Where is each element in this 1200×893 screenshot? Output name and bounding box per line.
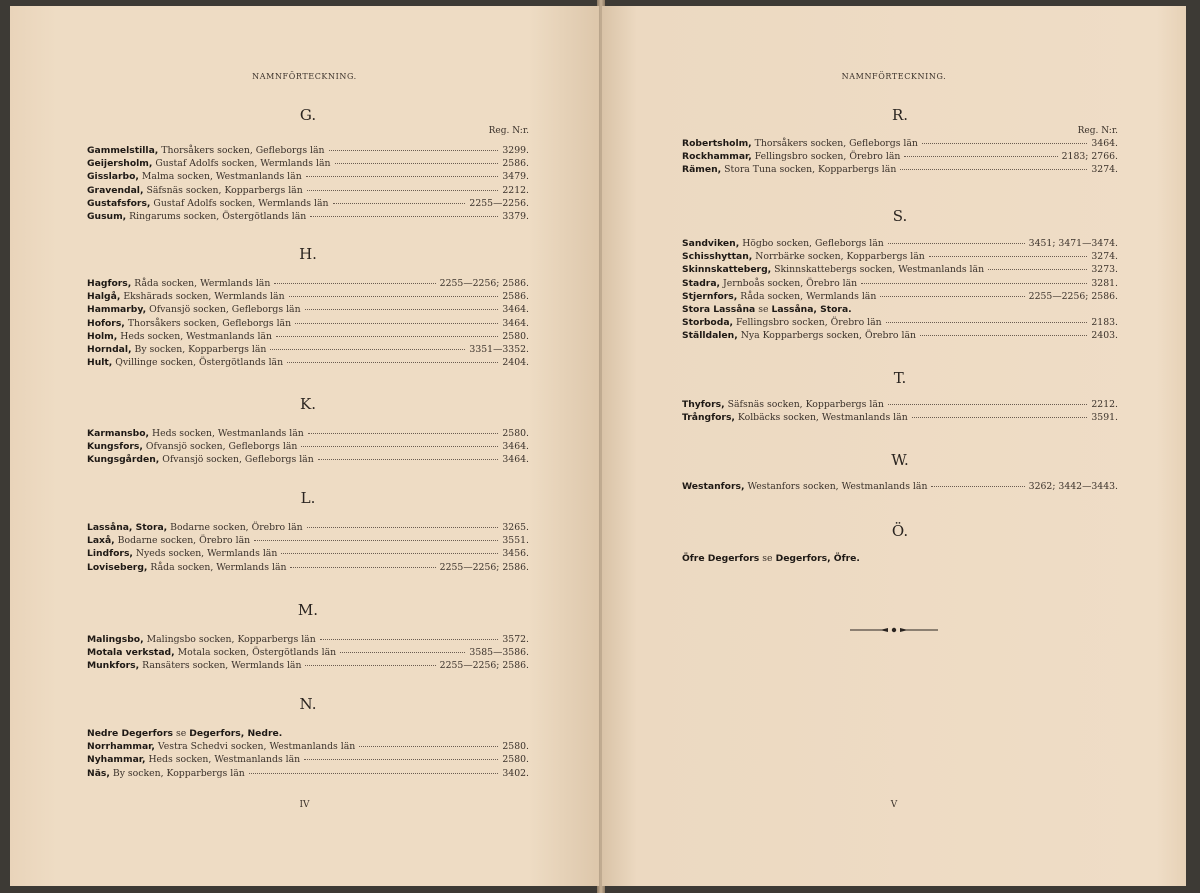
entry-reg-number: 3464. [502,317,529,329]
entry-description: By socken, Kopparbergs län [134,344,267,355]
entry-description: Högbo socken, Gefleborgs län [742,238,884,249]
index-entry [682,398,1118,411]
index-entry [87,646,529,659]
section-letter: T. [893,369,907,387]
entry-place-name: Robertsholm, [682,138,752,149]
entry-place-name: Loviseberg, [87,561,148,573]
index-entry [87,659,529,672]
entry-description: Jernboås socken, Örebro län [723,277,858,289]
entry-description: Qvillinge socken, Östergötlands län [115,357,284,369]
dot-leader [922,143,1087,144]
entry-place-name: Gusum, [87,211,127,222]
entry-place-name: Motala verkstad, [87,647,175,659]
dot-leader [276,336,498,337]
entry-reg-number: 2212. [1091,399,1118,410]
entry-reg-number: 2255—2256; 2586. [439,660,529,672]
entry-place-name: Trångfors, [682,412,735,424]
entry-reg-number: 2255—2256; 2586. [439,278,529,289]
entry-cross-reference: Degerfors, Nedre. [189,728,283,739]
dot-leader [304,759,498,760]
dot-leader [340,652,465,653]
entry-reg-number: 3273. [1091,264,1118,276]
entry-description: Heds socken, Westmanlands län [148,754,301,766]
index-entry [87,197,529,210]
dot-leader [308,433,499,434]
index-entry [87,157,529,170]
index-entry [87,210,529,223]
entry-place-name: Gravendal, [87,184,144,196]
entry-place-name: Hammarby, [87,304,147,316]
dot-leader [307,190,499,191]
dot-leader [929,256,1088,257]
entry-place-name: Nyhammar, [87,754,146,766]
dot-leader [880,296,1024,297]
entry-cross-reference: Lassåna, Stora. [771,304,852,315]
entry-description: Bodarne socken, Örebro län [170,522,303,533]
index-entry [87,767,529,780]
entry-place-name: Stjernfors, [682,290,738,302]
index-entry [87,633,529,646]
entry-description: Ringarums socken, Östergötlands län [129,211,307,222]
left-page [10,6,600,886]
section-letter: H. [299,245,317,263]
index-entry [87,170,529,183]
dot-leader [254,540,498,541]
dot-leader [295,323,498,324]
entry-description: Skinnskattebergs socken, Westmanlands län [774,264,985,276]
entry-description: se [762,553,773,564]
dot-leader [290,567,435,568]
entry-place-name: Malingsbo, [87,634,144,645]
entry-description: se [175,728,187,739]
entry-reg-number: 2404. [502,357,529,369]
entry-place-name: Hult, [87,357,113,369]
dot-leader [904,156,1057,157]
entry-reg-number: 3585—3586. [469,647,529,659]
entry-reg-number: 3262; 3442—3443. [1028,481,1118,492]
page-number: V [890,800,898,810]
entry-place-name: Kungsgården, [87,454,160,466]
dot-leader [305,309,499,310]
dot-leader [281,553,498,554]
index-entry [682,316,1118,329]
dot-leader [335,163,499,164]
entry-reg-number: 2586. [502,291,529,303]
entry-reg-number: 3379. [502,211,529,222]
entry-description: Thorsåkers socken, Gefleborgs län [754,138,918,149]
entry-place-name: Schisshyttan, [682,251,753,263]
entry-description: Thorsåkers socken, Gefleborgs län [161,145,325,156]
entry-reg-number: 3464. [502,441,529,453]
index-entry [682,137,1118,150]
index-entry [87,753,529,766]
index-entry [87,343,529,356]
index-entry [87,740,529,753]
index-entry [87,144,529,157]
entry-reg-number: 3451; 3471—3474. [1028,238,1118,249]
entry-place-name: Stadra, [682,277,721,289]
entry-description: Säfsnäs socken, Kopparbergs län [727,399,884,410]
dot-leader [310,216,498,217]
entry-place-name: Munkfors, [87,660,140,672]
entry-place-name: Westanfors, [682,481,745,492]
index-entry [87,277,529,290]
entry-place-name: Lindfors, [87,548,133,560]
dot-leader [900,169,1087,170]
entry-description: Thorsåkers socken, Gefleborgs län [127,317,292,329]
entry-reg-number: 2580. [502,428,529,439]
index-entry [682,237,1118,250]
entry-description: Nya Kopparbergs socken, Örebro län [740,330,916,342]
entry-description: Säfsnäs socken, Kopparbergs län [146,184,303,196]
entry-reg-number: 2586. [502,158,529,170]
entry-place-name: Horndal, [87,344,132,355]
section-letter: M. [297,601,319,619]
section-letter: L. [300,489,316,507]
index-entry [682,552,1118,565]
index-entry [682,290,1118,303]
entry-description: Vestra Schedvi socken, Westmanlands län [157,741,356,753]
section-letter: G. [299,106,317,124]
dot-leader [912,417,1088,418]
dot-leader [249,773,499,774]
index-entry [682,277,1118,290]
dot-leader [886,322,1088,323]
entry-place-name: Hagfors, [87,278,132,289]
entry-place-name: Kungsfors, [87,441,143,453]
dot-leader [287,362,498,363]
index-entry [87,521,529,534]
entry-reg-number: 3274. [1091,164,1118,176]
entry-description: Westanfors socken, Westmanlands län [747,481,928,492]
index-entry [87,184,529,197]
entry-reg-number: 3479. [502,171,529,183]
reg-number-header: Reg. N:r. [1077,126,1118,136]
entry-reg-number: 2212. [502,184,529,196]
dot-leader [307,527,499,528]
index-entry [87,290,529,303]
entry-place-name: Öfre Degerfors [682,553,760,564]
dot-leader [359,746,498,747]
entry-description: Kolbäcks socken, Westmanlands län [737,412,908,424]
entry-reg-number: 2403. [1091,330,1118,342]
section-letter: Ö. [891,522,909,540]
index-entry [87,453,529,466]
dot-leader [920,335,1087,336]
entry-reg-number: 3464. [502,304,529,316]
index-entry [682,480,1118,493]
dot-leader [305,665,435,666]
index-entry [87,534,529,547]
section-letter: W. [891,451,909,469]
index-entry [87,330,529,343]
entry-description: Stora Tuna socken, Kopparbergs län [724,164,897,176]
index-entry [87,303,529,316]
entry-description: Norrbärke socken, Kopparbergs län [755,251,925,263]
entry-description: Ofvansjö socken, Gefleborgs län [162,454,314,466]
entry-description: Ofvansjö socken, Gefleborgs län [145,441,298,453]
entry-reg-number: 3591. [1091,412,1118,424]
entry-reg-number: 2183; 2766. [1061,151,1118,163]
index-entry [682,303,1118,316]
index-entry [87,727,529,740]
section-letter: R. [891,106,909,124]
entry-description: Malma socken, Westmanlands län [141,171,302,183]
dot-leader [888,404,1088,405]
index-entry [682,263,1118,276]
entry-description: Råda socken, Wermlands län [740,290,877,302]
entry-place-name: Ställdalen, [682,330,738,342]
index-entry [87,440,529,453]
dot-leader [270,349,465,350]
entry-description: Motala socken, Östergötlands län [177,647,337,659]
dot-leader [289,296,499,297]
entry-place-name: Näs, [87,767,110,779]
entry-place-name: Stora Lassåna [682,304,756,315]
index-entry [682,329,1118,342]
dot-leader [306,176,499,177]
dot-leader [274,283,435,284]
entry-place-name: Gisslarbo, [87,171,139,183]
entry-place-name: Rockhammar, [682,151,752,163]
section-letter: N. [299,695,317,713]
entry-description: Råda socken, Wermlands län [150,561,287,573]
entry-reg-number: 3281. [1091,277,1118,289]
entry-place-name: Nedre Degerfors [87,728,173,739]
entry-place-name: Karmansbo, [87,428,150,439]
section-letter: K. [300,395,316,413]
entry-reg-number: 2255—2256. [469,197,529,209]
index-entry [87,547,529,560]
section-letter: S. [892,207,908,225]
dot-leader [329,150,499,151]
running-head: NAMNFÖRTECKNING. [841,72,947,81]
entry-description: Heds socken, Westmanlands län [120,330,272,342]
index-entry [87,317,529,330]
index-entry [682,411,1118,424]
entry-description: Bodarne socken, Örebro län [117,535,251,547]
entry-description: Ransäters socken, Wermlands län [142,660,302,672]
entry-description: Gustaf Adolfs socken, Wermlands län [155,158,331,170]
entry-place-name: Lassåna, Stora, [87,522,168,533]
index-entry [682,150,1118,163]
entry-description: By socken, Kopparbergs län [112,767,245,779]
page-number: IV [299,800,310,810]
index-entry [87,561,529,574]
entry-reg-number: 3464. [502,454,529,466]
entry-place-name: Holm, [87,330,118,342]
entry-reg-number: 3351—3352. [469,344,529,355]
dot-leader [861,283,1087,284]
entry-place-name: Laxå, [87,535,115,547]
index-entry [682,250,1118,263]
entry-place-name: Gustafsfors, [87,197,151,209]
entry-reg-number: 3464. [1091,138,1118,149]
entry-reg-number: 2255—2256; 2586. [439,561,529,573]
right-page [602,6,1186,886]
entry-place-name: Storboda, [682,317,734,329]
index-entry [87,356,529,369]
entry-description: Malingsbo socken, Kopparbergs län [146,634,316,645]
entry-reg-number: 3551. [502,535,529,547]
index-entry [87,427,529,440]
index-entry [682,163,1118,176]
entry-place-name: Thyfors, [682,399,725,410]
entry-place-name: Rämen, [682,164,722,176]
entry-cross-reference: Degerfors, Öfre. [775,553,860,564]
entry-description: Nyeds socken, Wermlands län [135,548,278,560]
dot-leader [888,243,1025,244]
entry-reg-number: 3265. [502,522,529,533]
entry-reg-number: 2580. [502,330,529,342]
dot-leader [931,486,1024,487]
entry-place-name: Halgå, [87,291,121,303]
entry-reg-number: 3299. [502,145,529,156]
ornament-divider [850,625,938,635]
dot-leader [301,446,498,447]
entry-description: Fellingsbro socken, Örebro län [754,151,901,163]
dot-leader [320,639,499,640]
entry-reg-number: 2255—2256; 2586. [1028,290,1118,302]
entry-description: Ekshärads socken, Wermlands län [123,291,285,303]
entry-place-name: Geijersholm, [87,158,153,170]
entry-reg-number: 3456. [502,548,529,560]
entry-reg-number: 3402. [502,767,529,779]
entry-place-name: Skinnskatteberg, [682,264,772,276]
entry-description: Ofvansjö socken, Gefleborgs län [149,304,301,316]
dot-leader [988,269,1087,270]
entry-description: Råda socken, Wermlands län [134,278,271,289]
entry-reg-number: 2580. [502,741,529,753]
entry-description: Heds socken, Westmanlands län [152,428,304,439]
dot-leader [318,459,499,460]
entry-description: se [758,304,769,315]
entry-reg-number: 3572. [502,634,529,645]
entry-reg-number: 3274. [1091,251,1118,263]
reg-number-header: Reg. N:r. [488,126,529,136]
running-head: NAMNFÖRTECKNING. [252,72,357,81]
entry-place-name: Hofors, [87,317,125,329]
dot-leader [333,203,466,204]
entry-reg-number: 2580. [502,754,529,766]
entry-description: Fellingsbro socken, Örebro län [736,317,882,329]
entry-description: Gustaf Adolfs socken, Wermlands län [153,197,329,209]
entry-place-name: Norrhammar, [87,741,155,753]
entry-place-name: Gammelstilla, [87,145,159,156]
entry-place-name: Sandviken, [682,238,740,249]
entry-reg-number: 2183. [1091,317,1118,329]
